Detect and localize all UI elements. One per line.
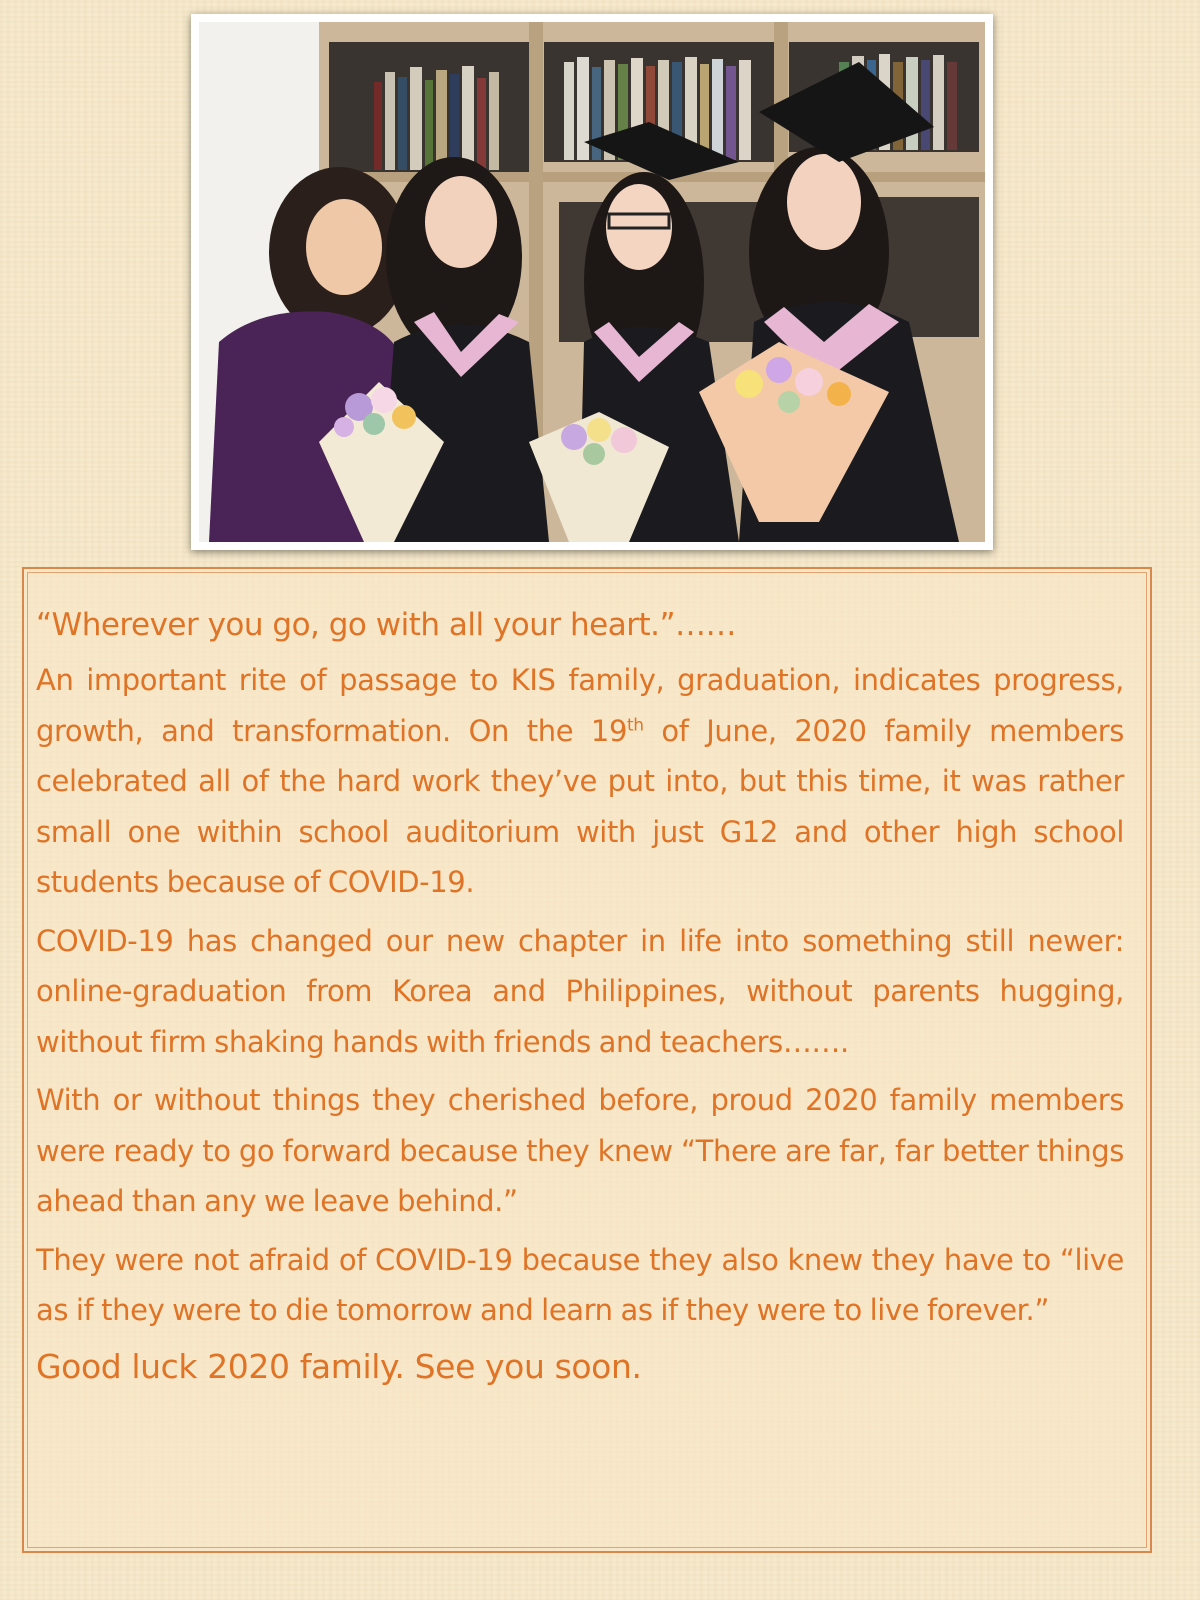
paragraph-1-start: An important rite of passage to KIS family, graduation, indicates progress, growth, and transformation. On the 19 (36, 663, 1124, 748)
opening-quote: “Wherever you go, go with all your heart.”…… (36, 607, 737, 643)
article-text-box (22, 567, 1152, 1553)
graduation-photo-image (199, 22, 985, 542)
paragraph-4: They were not afraid of COVID-19 because they also knew they have to “live as if they were to die tomorrow and learn as if they were to live forever.” (36, 1242, 1124, 1327)
paragraph-3: With or without things they cherished before, proud 2020 family members were ready to go forward because they knew “There are far, far better things ahead than any we leave behind.” (36, 1083, 1124, 1218)
graduation-photo (191, 14, 993, 550)
paragraph-1-end: of June, 2020 family members celebrated all of the hard work they’ve put into, but this time, it was rather small one within school auditorium with just G12 and other high school students because of COVID-19. (36, 713, 1124, 899)
paragraph-2: COVID-19 has changed our new chapter in life into something still newer: online-graduation from Korea and Philippines, without parents hugging, without firm shaking hands with friends and teachers……. (36, 923, 1124, 1059)
closing-line: Good luck 2020 family. See you soon. (36, 1346, 642, 1386)
article-content (36, 605, 1124, 1390)
paragraph-1 (36, 655, 1124, 908)
ordinal-suffix: th (627, 714, 644, 735)
